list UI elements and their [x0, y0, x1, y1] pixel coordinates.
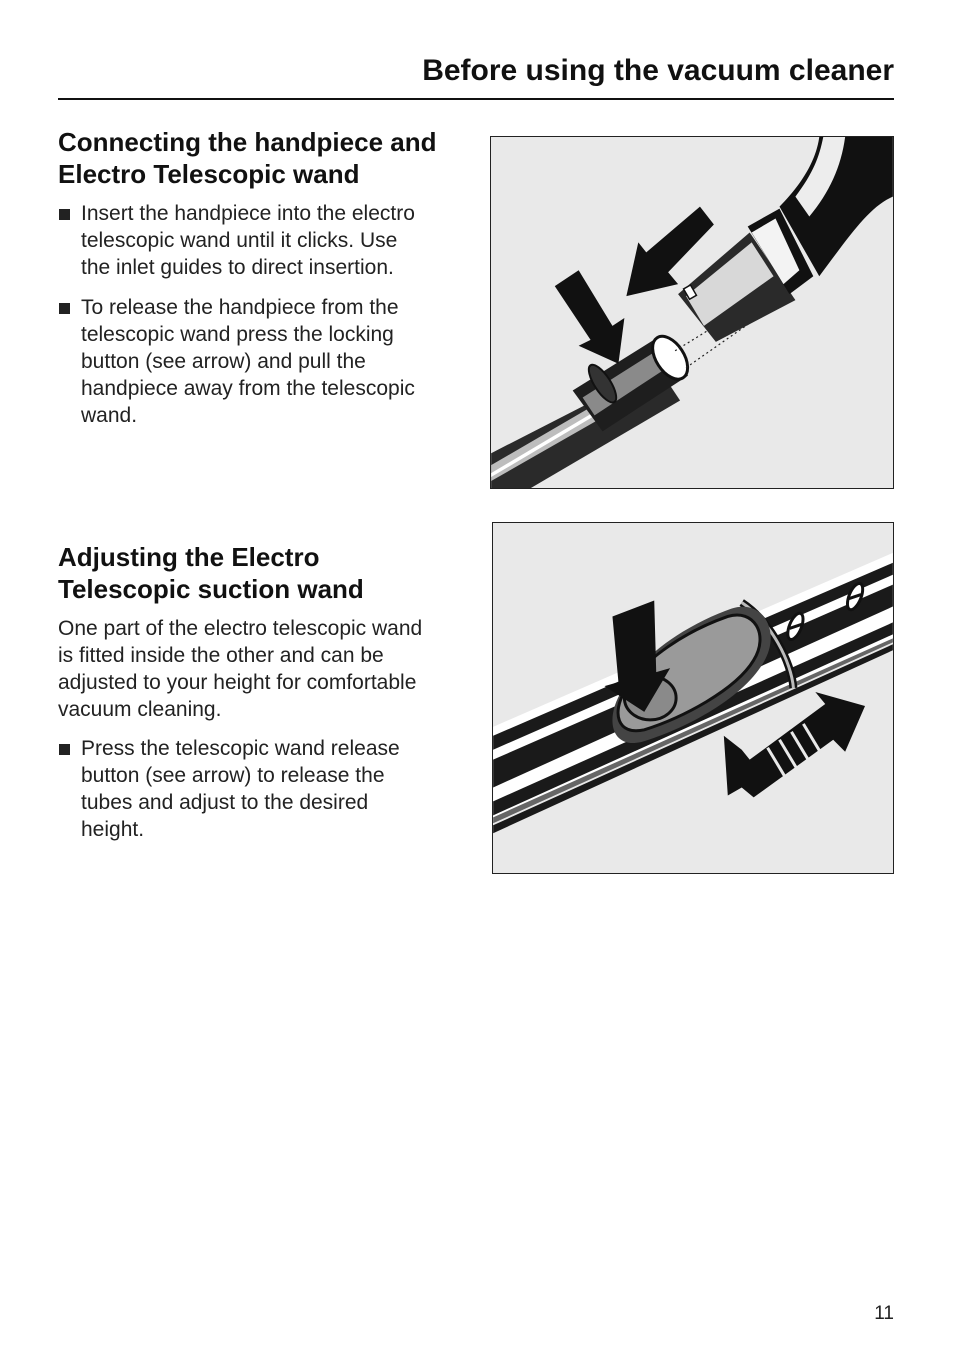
handpiece-insertion-icon [491, 137, 893, 488]
heading-line: Telescopic suction wand [58, 574, 364, 604]
heading-line: Electro Telescopic wand [58, 159, 360, 189]
text-line: handpiece away from the telescopic [81, 377, 415, 400]
heading-line: Adjusting the Electro [58, 542, 320, 572]
text-line: Insert the handpiece into the electro [81, 202, 415, 225]
text-line: telescopic wand until it clicks. Use [81, 229, 398, 252]
telescopic-wand-adjust-illustration [492, 522, 894, 874]
section-adjusting-wand [58, 541, 466, 856]
text-line: the inlet guides to direct insertion. [81, 256, 394, 279]
text-line: height. [81, 818, 145, 841]
instruction-list [58, 735, 466, 843]
page-title: Before using the vacuum cleaner [422, 54, 894, 87]
telescopic-wand-adjust-icon [493, 523, 893, 873]
page-number: 11 [874, 1303, 894, 1324]
text-line: One part of the electro telescopic wand [58, 617, 423, 640]
instruction-list [58, 200, 466, 429]
description-paragraph [58, 615, 466, 723]
section-connecting-handpiece [58, 126, 466, 442]
heading-line: Connecting the handpiece and [58, 127, 437, 157]
square-bullet-icon [59, 744, 70, 755]
text-line: To release the handpiece from the [81, 296, 399, 319]
section-heading-adjusting [58, 541, 466, 605]
text-line: Press the telescopic wand release [81, 737, 400, 760]
text-line: tubes and adjust to the desired [81, 791, 369, 814]
text-line: wand. [81, 404, 138, 427]
section-heading-connecting [58, 126, 466, 190]
text-line: button (see arrow) to release the [81, 764, 385, 787]
text-line: button (see arrow) and pull the [81, 350, 366, 373]
text-line: is fitted inside the other and can be [58, 644, 384, 667]
list-item [58, 200, 466, 281]
square-bullet-icon [59, 209, 70, 220]
text-line: vacuum cleaning. [58, 698, 222, 721]
text-line: telescopic wand press the locking [81, 323, 394, 346]
list-item [58, 294, 466, 429]
square-bullet-icon [59, 303, 70, 314]
text-line: adjusted to your height for comfortable [58, 671, 417, 694]
list-item [58, 735, 466, 843]
handpiece-insertion-illustration [490, 136, 894, 489]
header-divider [58, 98, 894, 100]
